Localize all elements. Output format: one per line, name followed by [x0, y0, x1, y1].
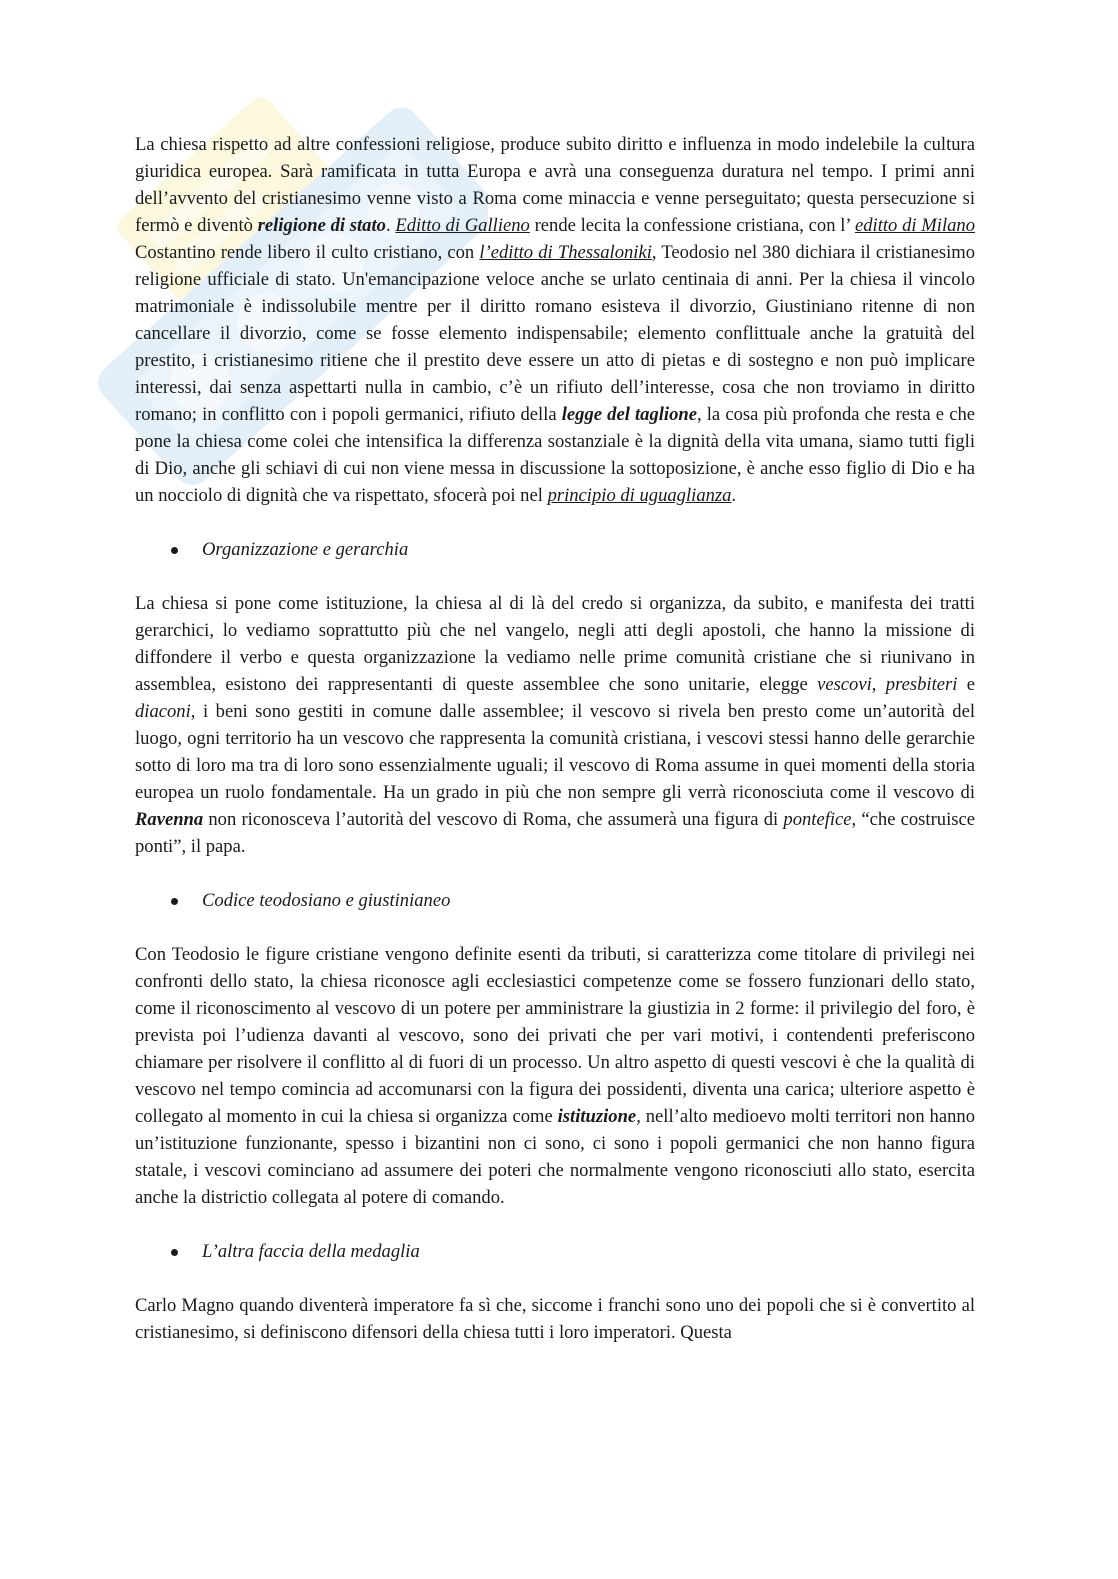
- bullet-label: Organizzazione e gerarchia: [202, 539, 409, 560]
- emphasis-vescovi: vescovi: [817, 674, 872, 695]
- text-span: ,: [871, 674, 886, 695]
- bullet-label: Codice teodosiano e giustinianeo: [202, 890, 451, 911]
- link-editto-di-milano[interactable]: editto di Milano: [855, 215, 976, 236]
- emphasis-istituzione: istituzione: [557, 1106, 637, 1127]
- emphasis-diaconi: diaconi: [135, 701, 191, 722]
- emphasis-religione-di-stato: religione di stato: [257, 215, 386, 236]
- emphasis-ravenna: Ravenna: [135, 809, 204, 830]
- paragraph-chiesa-diritto: [135, 131, 975, 509]
- bullet-heading-codice: [135, 887, 975, 914]
- text-span: .: [385, 215, 396, 236]
- document-body: [135, 131, 975, 1346]
- paragraph-carlo-magno: [135, 1292, 975, 1346]
- text-span: La chiesa rispetto ad altre confessioni religiose, produce subito diritto e influenza in modo indelebile la cultura giuridica europea. Sarà ramificata in tutta Europa e avrà una conseguenza duratura nel tempo. I primi anni dell’avvento del cristianesimo venne visto a Roma come minaccia e venne perseguitato; questa persecuzione si fermò e diventò: [135, 134, 975, 236]
- bullet-heading-organizzazione: [135, 536, 975, 563]
- text-span: , la cosa più profonda che resta e che pone la chiesa come colei che intensifica la differenza sostanziale è la dignità della vita umana, siamo tutti figli di Dio, anche gli schiavi di cui non viene messa in discussione la sottoposizione, è anche esso figlio di Dio e ha un nocciolo di dignità che va rispettato, sfocerà poi nel: [135, 404, 975, 506]
- text-span: Carlo Magno quando diventerà imperatore fa sì che, siccome i franchi sono uno dei popoli che si è convertito al cristianesimo, si definiscono difensori della chiesa tutti i loro imperatori. Questa: [135, 1295, 975, 1343]
- text-span: non riconosceva l’autorità del vescovo di Roma, che assumerà una figura di: [203, 809, 784, 830]
- text-span: rende lecita la confessione cristiana, con l’: [529, 215, 855, 236]
- link-editto-di-thessaloniki[interactable]: l’editto di Thessaloniki: [479, 242, 652, 263]
- text-span: , Teodosio nel 380 dichiara il cristianesimo religione ufficiale di stato. Un'emancipazione veloce anche se urlato centinaia di anni. Per la chiesa il vincolo matrimoniale è indissolubile mentre per il diritto romano esisteva il divorzio, Giustiniano ritenne di non cancellare il divorzio, come se fosse elemento indispensabile; elemento conflittuale anche la gratuità del prestito, i cristianesimo ritiene che il prestito deve essere un atto di pietas e di sostegno e non può implicare interessi, dai senza aspettarti nulla in cambio, c’è un rifiuto dell’interesse, cosa che non troviamo in diritto romano; in conflitto con i popoli germanici, rifiuto della: [135, 242, 976, 425]
- text-span: e: [957, 674, 976, 695]
- bullet-heading-altra-faccia: [135, 1238, 975, 1265]
- bullet-dot-icon: [171, 1249, 178, 1256]
- bullet-dot-icon: [171, 547, 178, 554]
- paragraph-codice-teodosiano: [135, 941, 975, 1211]
- text-span: Con Teodosio le figure cristiane vengono definite esenti da tributi, si caratterizza come titolare di privilegi nei confronti dello stato, la chiesa riconosce agli ecclesiastici competenze come se fossero funzionari dello stato, come il riconoscimento al vescovo di un potere per amministrare la giustizia in 2 forme: il privilegio del foro, è prevista poi l’udienza davanti al vescovo, sono dei privati che per vari motivi, i contendenti preferiscono chiamare per risolvere il conflitto al di fuori di un processo. Un altro aspetto di questi vescovi è che la qualità di vescovo nel tempo comincia ad accomunarsi con la figura dei possidenti, diventa una carica; ulteriore aspetto è collegato al momento in cui la chiesa si organizza come: [135, 944, 975, 1127]
- emphasis-pontefice: pontefice: [783, 809, 852, 830]
- bullet-label: L’altra faccia della medaglia: [202, 1241, 420, 1262]
- paragraph-organizzazione: [135, 590, 975, 860]
- emphasis-presbiteri: presbiteri: [885, 674, 958, 695]
- text-span: La chiesa si pone come istituzione, la chiesa al di là del credo si organizza, da subito, e manifesta dei tratti gerarchici, lo vediamo soprattutto più che nel vangelo, negli atti degli apostoli, che hanno la missione di diffondere il verbo e questa organizzazione la vediamo nelle prime comunità cristiane che si riunivano in assemblea, esistono dei rappresentanti di queste assemblee che sono unitarie, elegge: [135, 593, 975, 695]
- text-span: .: [731, 485, 737, 506]
- text-span: , “che costruisce ponti”, il papa.: [135, 809, 975, 857]
- bullet-dot-icon: [171, 898, 178, 905]
- text-span: Costantino rende libero il culto cristiano, con: [135, 242, 480, 263]
- text-span: , nell’alto medioevo molti territori non hanno un’istituzione funzionante, spesso i bizantini non ci sono, ci sono i popoli germanici che non hanno figura statale, i vescovi cominciano ad assumere dei poteri che normalmente vengono riconosciuti allo stato, esercita anche la districtio collegata al potere di comando.: [135, 1106, 975, 1208]
- link-principio-di-uguaglianza[interactable]: principio di uguaglianza: [547, 485, 732, 506]
- link-editto-di-gallieno[interactable]: Editto di Gallieno: [395, 215, 530, 236]
- text-span: , i beni sono gestiti in comune dalle assemblee; il vescovo si rivela ben presto come un’autorità del luogo, ogni territorio ha un vescovo che rappresenta la comunità cristiana, i vescovi stessi hanno delle gerarchie sotto di loro ma tra di loro sono essenzialmente uguali; il vescovo di Roma assume in quei momenti della storia europea un ruolo fondamentale. Ha un grado in più che non sempre gli verrà riconosciuta come il vescovo di: [135, 701, 975, 803]
- emphasis-legge-del-taglione: legge del taglione: [561, 404, 697, 425]
